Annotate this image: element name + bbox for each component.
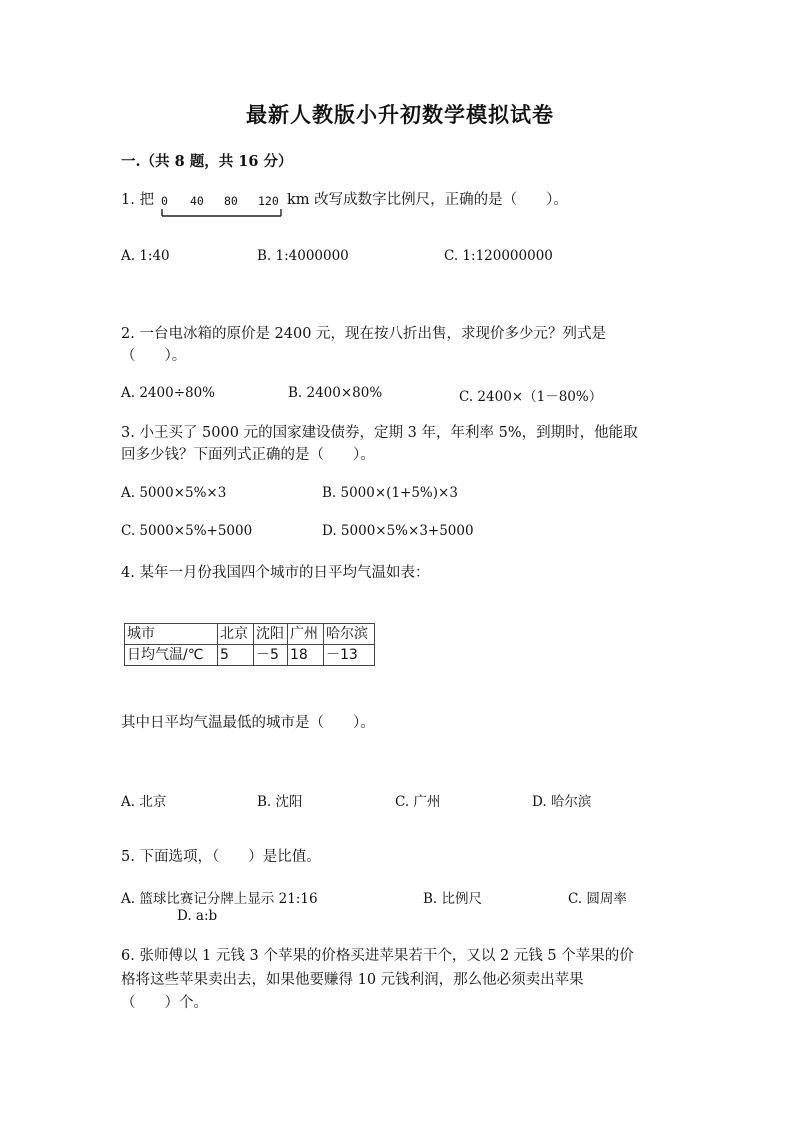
scale-tick-label: 120 bbox=[258, 194, 279, 208]
page-title: 最新人教版小升初数学模拟试卷 bbox=[246, 102, 554, 127]
q4-option-d: D. 哈尔滨 bbox=[532, 794, 592, 810]
q2-line2: （ ）。 bbox=[121, 348, 187, 364]
table-cell: 城市 bbox=[125, 624, 218, 645]
q1-prefix: 1. 把 bbox=[121, 192, 154, 208]
table-cell: 5 bbox=[218, 645, 254, 666]
q3-option-d: D. 5000×5%×3+5000 bbox=[322, 523, 474, 539]
q6-line1: 6. 张师傅以 1 元钱 3 个苹果的价格买进苹果若干个，又以 2 元钱 5 个苹果的价 bbox=[121, 948, 634, 964]
q3-line1: 3. 小王买了 5000 元的国家建设债券，定期 3 年，年利率 5%，到期时，他能取 bbox=[121, 425, 638, 441]
q4-option-b: B. 沈阳 bbox=[257, 794, 303, 810]
q6-line3: （ ）个。 bbox=[121, 995, 208, 1011]
scale-tick-label: 0 bbox=[161, 194, 168, 208]
q3-option-c: C. 5000×5%+5000 bbox=[121, 523, 253, 539]
scale-tick-label: 80 bbox=[224, 194, 238, 208]
scale-tick-label: 40 bbox=[190, 194, 204, 208]
q4-option-a: A. 北京 bbox=[121, 794, 167, 810]
table-cell: －13 bbox=[324, 645, 375, 666]
q1-option-a: A. 1:40 bbox=[121, 248, 170, 264]
q5-option-a: A. 篮球比赛记分牌上显示 21:16 bbox=[121, 891, 318, 907]
q1-suffix: km 改写成数字比例尺，正确的是（ ）。 bbox=[287, 192, 568, 208]
table-cell: 北京 bbox=[218, 624, 254, 645]
table-row bbox=[125, 624, 375, 645]
q4-line1: 4. 某年一月份我国四个城市的日平均气温如表： bbox=[121, 565, 430, 581]
q3-line2: 回多少钱？下面列式正确的是（ ）。 bbox=[121, 447, 375, 463]
q5-option-c: C. 圆周率 bbox=[568, 891, 627, 907]
q5-line1: 5. 下面选项，（ ）是比值。 bbox=[121, 849, 321, 865]
temperature-table bbox=[124, 623, 375, 666]
q1-option-c: C. 1:120000000 bbox=[444, 248, 553, 264]
line-scale-figure bbox=[159, 194, 283, 222]
table-cell: －5 bbox=[254, 645, 288, 666]
q3-option-b: B. 5000×(1+5%)×3 bbox=[322, 485, 458, 501]
table-cell: 哈尔滨 bbox=[324, 624, 375, 645]
table-cell: 沈阳 bbox=[254, 624, 288, 645]
q3-option-a: A. 5000×5%×3 bbox=[121, 485, 227, 501]
table-cell: 18 bbox=[288, 645, 324, 666]
q6-line2: 格将这些苹果卖出去，如果他要赚得 10 元钱利润，那么他必须卖出苹果 bbox=[121, 972, 584, 988]
q2-option-b: B. 2400×80% bbox=[288, 385, 383, 401]
section-heading: 一.（共 8 题，共 16 分） bbox=[121, 153, 293, 170]
table-cell: 广州 bbox=[288, 624, 324, 645]
q2-option-a: A. 2400÷80% bbox=[121, 385, 216, 401]
q5-option-d: D. a:b bbox=[177, 908, 218, 924]
scale-bar bbox=[159, 194, 283, 222]
table-row bbox=[125, 645, 375, 666]
q4-option-c: C. 广州 bbox=[395, 794, 441, 810]
q2-option-c: C. 2400×（1－80%） bbox=[459, 389, 603, 405]
q1-option-b: B. 1:4000000 bbox=[257, 248, 349, 264]
q2-line1: 2. 一台电冰箱的原价是 2400 元，现在按八折出售，求现价多少元？列式是 bbox=[121, 326, 607, 342]
q4-line2: 其中日平均气温最低的城市是（ ）。 bbox=[121, 715, 375, 731]
q5-option-b: B. 比例尺 bbox=[423, 891, 483, 907]
table-cell: 日均气温/℃ bbox=[125, 645, 218, 666]
